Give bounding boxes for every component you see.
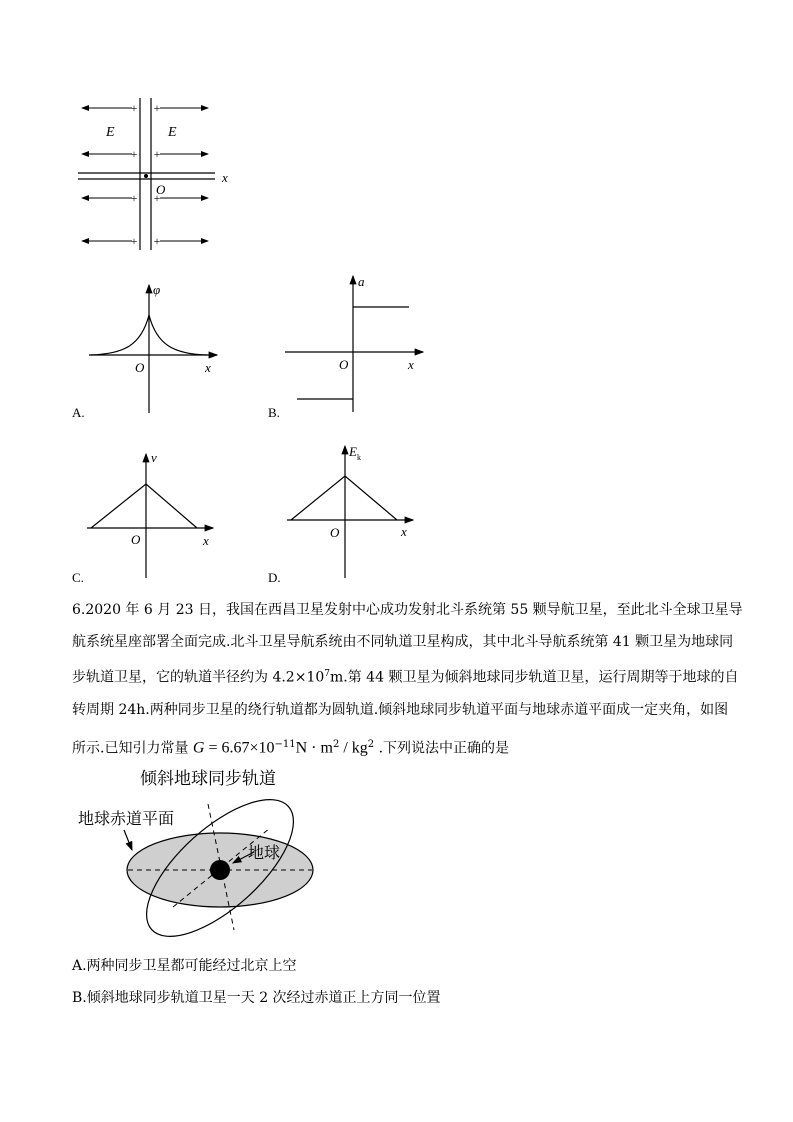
option-d-y-label: $E_k$ [349,444,361,462]
orbit-figure [72,762,332,942]
option-a-origin: O [135,360,145,375]
option-b-graph [283,270,428,415]
option-c-y-label: v [151,450,157,465]
question-line-4: 转周期 24h.两种同步卫星的绕行轨道都为圆轨道.倾斜地球同步轨道平面与地球赤道平面成一定夹角，如图 [72,701,729,718]
option-b-x-label: x [408,357,414,372]
origin-label: O [156,182,166,197]
earth-icon [210,860,230,880]
option-c-origin: O [131,532,141,547]
option-a-letter: A. [72,405,85,420]
plus-sign: + [130,101,138,115]
plus-sign: + [130,191,138,205]
electric-field-figure [70,90,250,260]
option-d-graph [285,440,425,582]
question-line-3: 步轨道卫星，它的轨道半径约为 $4.2\times 10^7m$.第 44 颗卫星为倾斜地球同步轨道卫星，运行周期等于地球的自 [72,669,739,686]
plus-sign: + [153,234,161,248]
option-b-letter: B. [268,405,280,420]
label-equator-plane: 地球赤道平面 [78,811,175,828]
label-earth: 地球 [248,845,281,862]
field-label-left: E [106,125,115,140]
option-a-graph [85,280,225,420]
option-d-x-label: x [401,524,407,539]
option-d-origin: O [330,525,340,540]
plus-sign: + [153,191,161,205]
plus-sign: + [130,147,138,161]
option-a-y-label: φ [153,282,161,297]
option-d-letter: D. [268,570,281,585]
option-c-x-label: x [203,533,209,548]
answer-option-b: B.倾斜地球同步轨道卫星一天 2 次经过赤道正上方同一位置 [72,990,441,1006]
question-line-1: 6.2020 年 6 月 23 日，我国在西昌卫星发射中心成功发射北斗系统第 55 颗导航卫星，至此北斗全球卫星导 [72,602,743,618]
option-b-origin: O [339,357,349,372]
question-6-text [72,594,743,767]
answer-option-a: A.两种同步卫星都可能经过北京上空 [72,958,297,974]
option-c-letter: C. [72,570,84,585]
plus-sign: + [153,147,161,161]
option-b-y-label: a [358,274,365,289]
question-line-2: 航系统星座部署全面完成.北斗卫星导航系统由不同轨道卫星构成，其中北斗导航系统第 41 颗卫星为地球同 [72,634,734,650]
x-axis-label: x [222,170,228,185]
option-a-x-label: x [205,360,211,375]
option-c-graph [85,450,225,582]
question-line-5: 所示.已知引力常量 $G = 6.67\times 10^{-11}N \cdot m^2 / kg^2$ .下列说法中正确的是 [72,738,510,757]
field-label-right: E [168,125,177,140]
label-inclined-orbit: 倾斜地球同步轨道 [140,769,276,788]
plus-sign: + [130,234,138,248]
plus-sign: + [153,101,161,115]
